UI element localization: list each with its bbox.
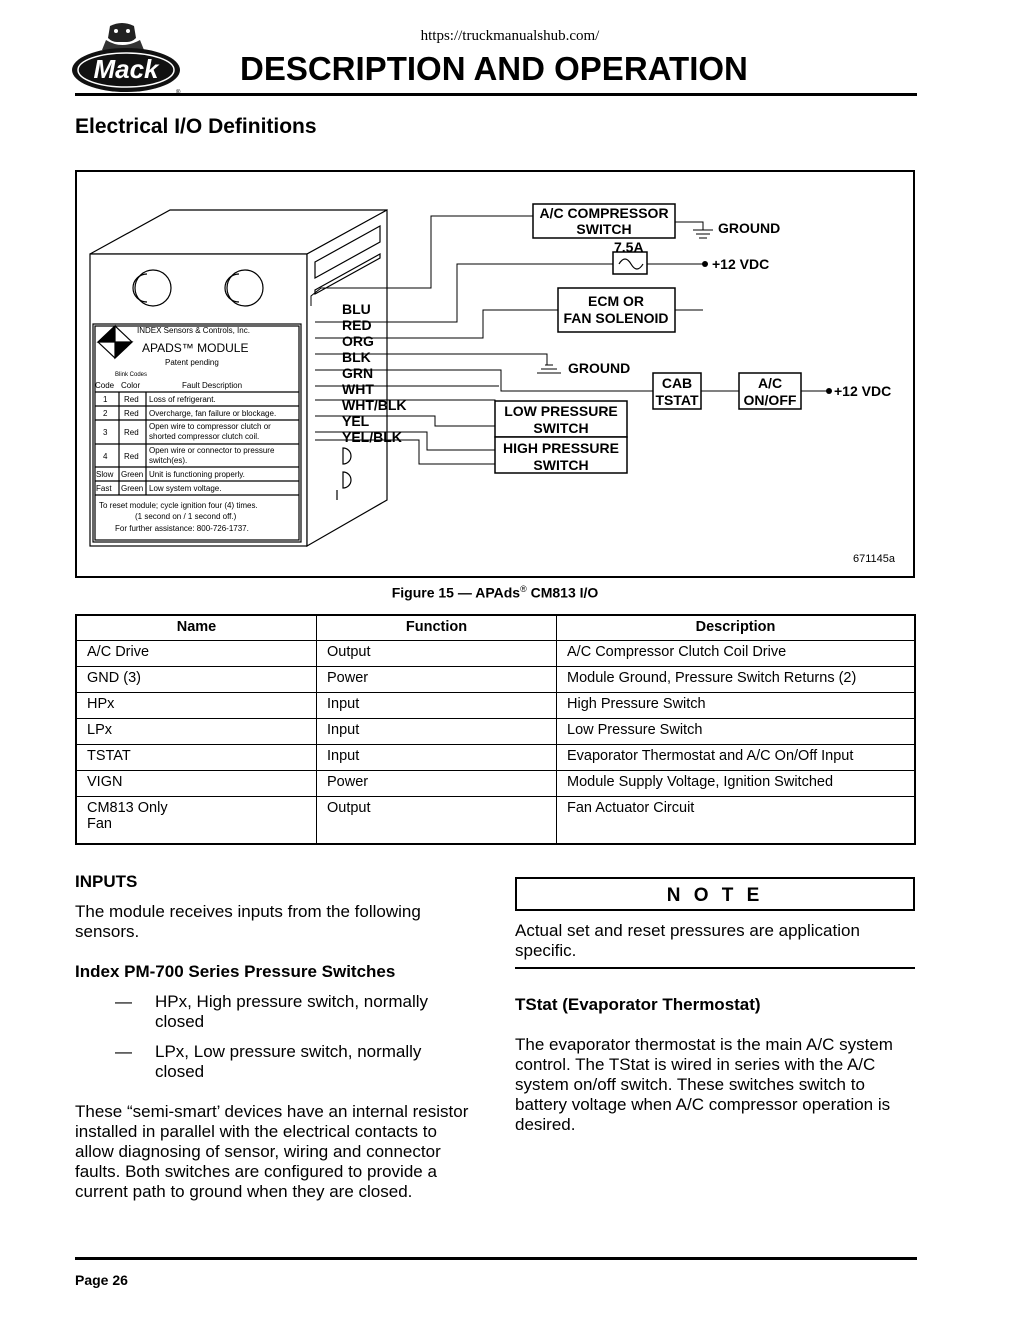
wire-label: WHT/BLK [342,397,407,413]
cell-function: Power [317,667,557,693]
figure-caption [0,584,990,601]
label-code: 2 [103,409,108,418]
note-box: N O T E [515,877,915,911]
label-blink-codes: Blink Codes [115,372,148,378]
header-name: Name [76,615,317,641]
note-rule [515,967,915,969]
label-patent: Patent pending [165,358,219,367]
ground-label-1: GROUND [718,220,781,236]
label-header-color: Color [121,381,141,390]
label-color: Red [124,428,139,437]
label-color: Green [121,470,144,479]
cell-description: High Pressure Switch [557,693,916,719]
label-fault: Overcharge, fan failure or blockage. [149,409,277,418]
cell-name: LPx [76,719,317,745]
label-fault: Loss of refrigerant. [149,395,216,404]
label-reset-1: To reset module; cycle ignition four (4) times. [99,501,258,510]
wire-label: BLU [342,301,371,317]
label-code: 4 [103,452,108,461]
bulldog-emblem [102,23,144,50]
bullet-text: HPx, High pressure switch, normally closed [155,992,429,1031]
compressor-switch-line2: SWITCH [576,221,632,237]
ecm-line2: FAN SOLENOID [563,310,669,326]
cell-function: Power [317,771,557,797]
label-reset-2: (1 second on / 1 second off.) [135,512,237,521]
ac-onoff-line2: ON/OFF [743,392,797,408]
ground-symbol-2 [537,365,561,373]
label-fault: Unit is functioning properly. [149,470,245,479]
ground-symbol-1 [693,230,713,238]
label-code: Fast [96,484,112,493]
label-code: Slow [96,470,114,479]
cell-name-line2: Fan [87,816,112,832]
caption-suffix: CM813 I/O [526,584,599,601]
cab-tstat-line1: CAB [661,375,693,391]
vdc-label-2: +12 VDC [834,383,892,399]
label-code: 3 [103,428,108,437]
note-column [515,877,915,1135]
caption-registered-mark: ® [520,584,527,594]
cell-description: Low Pressure Switch [557,719,916,745]
cell-name: A/C Drive [76,641,317,667]
inputs-intro: The module receives inputs from the following sensors. [75,902,421,941]
list-item [115,992,475,1032]
vdc-label-1: +12 VDC [712,256,770,272]
cell-description: Evaporator Thermostat and A/C On/Off Input [557,745,916,771]
figure-number: 671145a [853,553,896,565]
mack-logo [70,20,185,98]
ecm-line1: ECM OR [588,293,644,309]
low-pressure-line1: LOW PRESSURE [504,403,618,419]
table-header-row [76,615,915,641]
cell-function: Output [317,797,557,845]
table-row [76,771,915,797]
cell-name: HPx [76,693,317,719]
logo-text: Mack [93,54,159,84]
cell-description: Module Supply Voltage, Ignition Switched [557,771,916,797]
wiring-diagram [75,170,915,578]
cell-function: Input [317,693,557,719]
bullet-dash: — [115,1042,132,1061]
document-title: DESCRIPTION AND OPERATION [240,50,748,87]
cell-name: GND (3) [76,667,317,693]
wire-label: YEL/BLK [342,429,402,445]
label-company: INDEX Sensors & Controls, Inc. [137,326,250,335]
cab-tstat-line2: TSTAT [655,392,699,408]
cell-description: A/C Compressor Clutch Coil Drive [557,641,916,667]
high-pressure-line1: HIGH PRESSURE [503,440,619,456]
label-color: Green [121,484,144,493]
tstat-paragraph: The evaporator thermostat is the main A/C system control. The TStat is wired in series with the A/C system on/off switch. These switches switch to battery voltage when A/C compressor operation is desired. [515,1035,893,1134]
cell-function: Output [317,641,557,667]
inputs-column [75,872,475,1202]
wire-label: WHT [342,381,374,397]
io-definitions-table [75,614,916,845]
cell-function: Input [317,719,557,745]
cell-description: Fan Actuator Circuit [557,797,916,845]
cell-function: Input [317,745,557,771]
terminal-dot-2 [826,388,832,394]
page-number: Page 26 [75,1272,128,1288]
label-header-fault: Fault Description [182,381,243,390]
table-row [76,641,915,667]
pressure-switches-heading: Index PM-700 Series Pressure Switches [75,962,396,981]
terminal-dot-1 [702,261,708,267]
label-fault: Low system voltage. [149,484,222,493]
fuse-label: 7.5A [614,239,644,255]
bullet-text: LPx, Low pressure switch, normally closed [155,1042,422,1081]
bullet-dash: — [115,992,132,1011]
header-function: Function [317,615,557,641]
cell-name: VIGN [76,771,317,797]
tstat-heading: TStat (Evaporator Thermostat) [515,995,761,1014]
caption-prefix: Figure 15 — APAds [391,584,521,601]
ac-onoff-line1: A/C [757,375,783,391]
table-row [76,797,915,845]
table-row [76,719,915,745]
table-row [76,693,915,719]
footer-rule [75,1257,917,1260]
inputs-heading: INPUTS [75,872,138,891]
high-pressure-line2: SWITCH [533,457,589,473]
ground-label-2: GROUND [568,360,631,376]
cell-name: CM813 Only [87,800,168,816]
list-item [115,1042,475,1082]
wire-label: RED [342,317,372,333]
label-color: Red [124,452,139,461]
header-description: Description [557,615,916,641]
wire-label: ORG [342,333,374,349]
low-pressure-line2: SWITCH [533,420,589,436]
label-code: 1 [103,395,108,404]
table-row [76,667,915,693]
label-fault-multiline: Open wire to compressor clutch or shorted compressor clutch coil. [149,422,271,441]
cell-description: Module Ground, Pressure Switch Returns (2) [557,667,916,693]
source-url: https://truckmanualshub.com/ [420,28,600,44]
switches-paragraph: These “semi-smart’ devices have an internal resistor installed in parallel with the electrical contacts to allow diagnosing of sensor, wiring and connector faults. Both switches are configured to provide a current path to ground when they are closed. [75,1102,469,1201]
wire-label: BLK [342,349,371,365]
label-color: Red [124,395,139,404]
cell-name: TSTAT [76,745,317,771]
wire-label: YEL [342,413,370,429]
table-row [76,745,915,771]
label-module: APADS™ MODULE [142,341,249,355]
header-rule [75,93,917,96]
note-text: Actual set and reset pressures are application specific. [515,921,860,960]
compressor-switch-line1: A/C COMPRESSOR [539,205,669,221]
section-title: Electrical I/O Definitions [75,115,317,138]
label-color: Red [124,409,139,418]
label-assist: For further assistance: 800-726-1737. [115,524,249,533]
label-fault-multiline: Open wire or connector to pressure switch(es). [149,446,275,465]
label-header-code: Code [95,381,115,390]
cell-name-multiline [76,797,317,845]
wire-label: GRN [342,365,374,381]
